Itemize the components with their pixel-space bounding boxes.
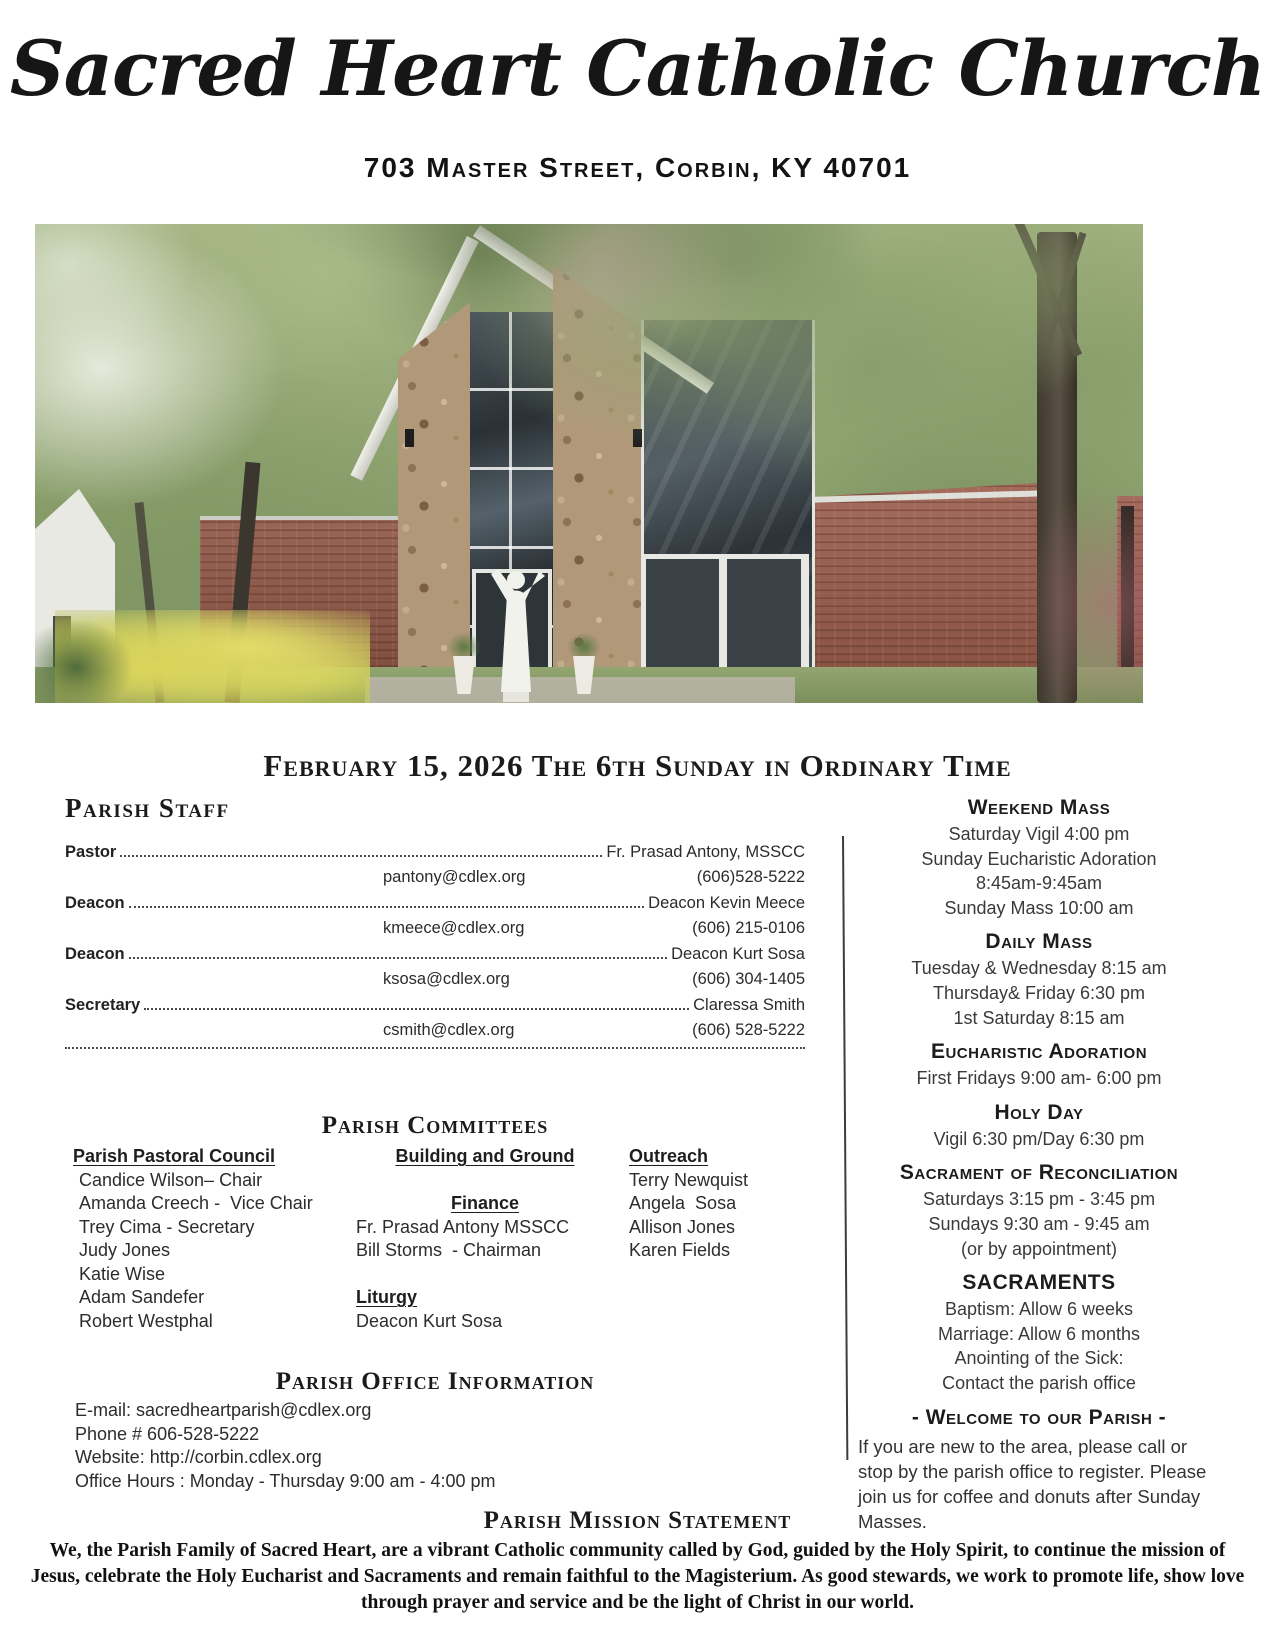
list-line: Candice Wilson– Chair — [79, 1169, 263, 1190]
eucharistic-adoration-heading: Eucharistic Adoration — [930, 1040, 1148, 1064]
parish-office-heading: Parish Office Information — [275, 1368, 595, 1395]
holy-day-lines — [858, 1127, 1220, 1152]
parish-staff-heading: Parish Staff — [65, 793, 230, 823]
holy-day-heading: Holy Day — [994, 1100, 1084, 1124]
dotted-separator — [65, 1045, 805, 1049]
list-line: Deacon Kurt Sosa — [356, 1310, 503, 1331]
list-line: Robert Westphal — [79, 1310, 213, 1331]
list-line: E-mail: sacredheartparish@cdlex.org — [75, 1400, 372, 1420]
staff-email: kmeece@cdlex.org — [383, 919, 525, 937]
staff-contact — [65, 916, 805, 941]
list-line: Marriage: Allow 6 months — [937, 1323, 1141, 1344]
left-column — [65, 792, 805, 1493]
parish-office-info — [65, 1399, 805, 1493]
list-heading: Finance — [450, 1193, 520, 1213]
staff-email: ksosa@cdlex.org — [383, 970, 510, 988]
weekend-mass-heading: Weekend Mass — [967, 796, 1111, 819]
list-line: Vigil 6:30 pm/Day 6:30 pm — [933, 1128, 1145, 1149]
staff-row — [65, 891, 805, 916]
staff-role: Deacon — [65, 945, 125, 963]
parish-committees-heading: Parish Committees — [321, 1112, 549, 1139]
list-line: 1st Saturday 8:15 am — [953, 1007, 1125, 1028]
staff-row — [65, 840, 805, 865]
staff-row — [65, 993, 805, 1018]
list-line: Tuesday & Wednesday 8:15 am — [911, 958, 1167, 979]
church-address: 703 Master Street, Corbin, KY 40701 — [363, 152, 912, 183]
reconciliation-heading: Sacrament of Reconciliation — [899, 1161, 1179, 1185]
section-daily-mass — [858, 929, 1220, 1030]
list-line — [356, 1169, 614, 1193]
right-column — [858, 786, 1220, 1534]
mission-heading: Parish Mission Statement — [483, 1507, 792, 1534]
list-line: Anointing of the Sick: — [954, 1348, 1124, 1369]
list-line: Bill Storms - Chairman — [356, 1240, 542, 1260]
list-heading: Liturgy — [356, 1287, 417, 1307]
list-line: Amanda Creech - Vice Chair — [79, 1193, 313, 1213]
staff-email: csmith@cdlex.org — [383, 1021, 515, 1039]
list-line: Website: http://corbin.cdlex.org — [75, 1447, 322, 1467]
section-sacraments — [858, 1270, 1220, 1395]
staff-phone: (606)528-5222 — [696, 868, 805, 886]
list-line: Sunday Mass 10:00 am — [944, 897, 1134, 918]
list-heading: Outreach — [629, 1146, 709, 1166]
list-line: Saturdays 3:15 pm - 3:45 pm — [922, 1189, 1156, 1210]
list-line: Judy Jones — [79, 1240, 171, 1260]
staff-phone: (606) 215-0106 — [692, 919, 805, 937]
staff-email: pantony@cdlex.org — [383, 868, 526, 886]
foliage-foreground — [35, 224, 1143, 703]
column-divider — [842, 836, 848, 1460]
list-line: Allison Jones — [629, 1216, 736, 1237]
church-photo — [35, 224, 1143, 703]
list-line: Contact the parish office — [942, 1372, 1136, 1393]
mission-statement — [0, 1506, 1275, 1616]
staff-phone: (606) 528-5222 — [692, 1021, 805, 1039]
staff-role: Deacon — [65, 894, 125, 912]
list-line: Office Hours : Monday - Thursday 9:00 am - 4:00 pm — [75, 1470, 496, 1491]
list-line: (or by appointment) — [960, 1238, 1118, 1259]
list-line: Phone # 606-528-5222 — [75, 1423, 260, 1444]
date-line: February 15, 2026 The 6th Sunday in Ordinary Time — [263, 748, 1012, 783]
eucharistic-adoration-lines — [858, 1066, 1220, 1091]
staff-contact — [65, 967, 805, 992]
staff-role: Pastor — [65, 843, 117, 861]
staff-contact — [65, 865, 805, 890]
list-line: Sunday Eucharistic Adoration — [921, 848, 1157, 869]
welcome-heading: - Welcome to our Parish - — [911, 1405, 1167, 1429]
list-line: Trey Cima - Secretary — [79, 1216, 255, 1237]
sacraments-heading: SACRAMENTS — [962, 1271, 1116, 1295]
section-reconciliation — [858, 1160, 1220, 1261]
list-line: Karen Fields — [629, 1240, 731, 1260]
committee-column-pastoral-council — [73, 1145, 341, 1333]
dotted-leader — [144, 1008, 689, 1010]
list-line: First Fridays 9:00 am- 6:00 pm — [916, 1068, 1162, 1089]
staff-name: Fr. Prasad Antony, MSSCC — [606, 843, 805, 861]
daily-mass-lines — [858, 956, 1220, 1030]
committee-column-building-finance-liturgy — [356, 1145, 614, 1333]
list-line — [356, 1263, 614, 1287]
welcome-text: If you are new to the area, please call or stop by the parish office to register. Please join us for coffee and donuts after Sunday Masses. — [858, 1435, 1207, 1532]
dotted-leader — [120, 855, 602, 857]
section-holy-day — [858, 1100, 1220, 1152]
church-name: Sacred Heart Catholic Church — [9, 24, 1266, 113]
list-heading: Building and Ground — [395, 1146, 575, 1166]
staff-name: Claressa Smith — [693, 996, 805, 1014]
list-line: Sundays 9:30 am - 9:45 am — [928, 1213, 1150, 1234]
list-heading: Parish Pastoral Council — [73, 1146, 276, 1166]
daily-mass-heading: Daily Mass — [985, 930, 1093, 954]
list-line: Terry Newquist — [629, 1169, 749, 1190]
reconciliation-lines — [858, 1187, 1220, 1261]
list-line: 8:45am-9:45am — [975, 873, 1103, 894]
list-line: Adam Sandefer — [79, 1287, 205, 1307]
committee-grid — [65, 1145, 805, 1333]
staff-contact — [65, 1018, 805, 1043]
list-line: Baptism: Allow 6 weeks — [944, 1299, 1134, 1320]
section-weekend-mass — [858, 795, 1220, 920]
dotted-leader — [129, 957, 667, 959]
staff-row — [65, 942, 805, 967]
list-line: Thursday& Friday 6:30 pm — [932, 982, 1146, 1003]
weekend-mass-lines — [858, 822, 1220, 920]
staff-table — [65, 840, 805, 1043]
section-eucharistic-adoration — [858, 1039, 1220, 1091]
staff-role: Secretary — [65, 996, 141, 1014]
staff-name: Deacon Kurt Sosa — [671, 945, 805, 963]
list-line: Angela Sosa — [629, 1193, 737, 1213]
committee-column-outreach — [629, 1145, 805, 1333]
list-line: Saturday Vigil 4:00 pm — [948, 824, 1130, 844]
staff-phone: (606) 304-1405 — [692, 970, 805, 988]
list-line: Fr. Prasad Antony MSSCC — [356, 1216, 570, 1237]
mission-text: We, the Parish Family of Sacred Heart, are a vibrant Catholic community called by God, guided by the Holy Spirit, to continue the mission of Jesus, celebrate the Holy Eucharist and Sacraments and remain faithful to the Magisterium. As good stewards, we work to promote life, show love through prayer and service and be the light of Christ in our world. — [30, 1540, 1245, 1613]
staff-name: Deacon Kevin Meece — [648, 894, 805, 912]
sacraments-lines — [858, 1297, 1220, 1395]
list-line: Katie Wise — [79, 1263, 166, 1284]
dotted-leader — [129, 906, 645, 908]
